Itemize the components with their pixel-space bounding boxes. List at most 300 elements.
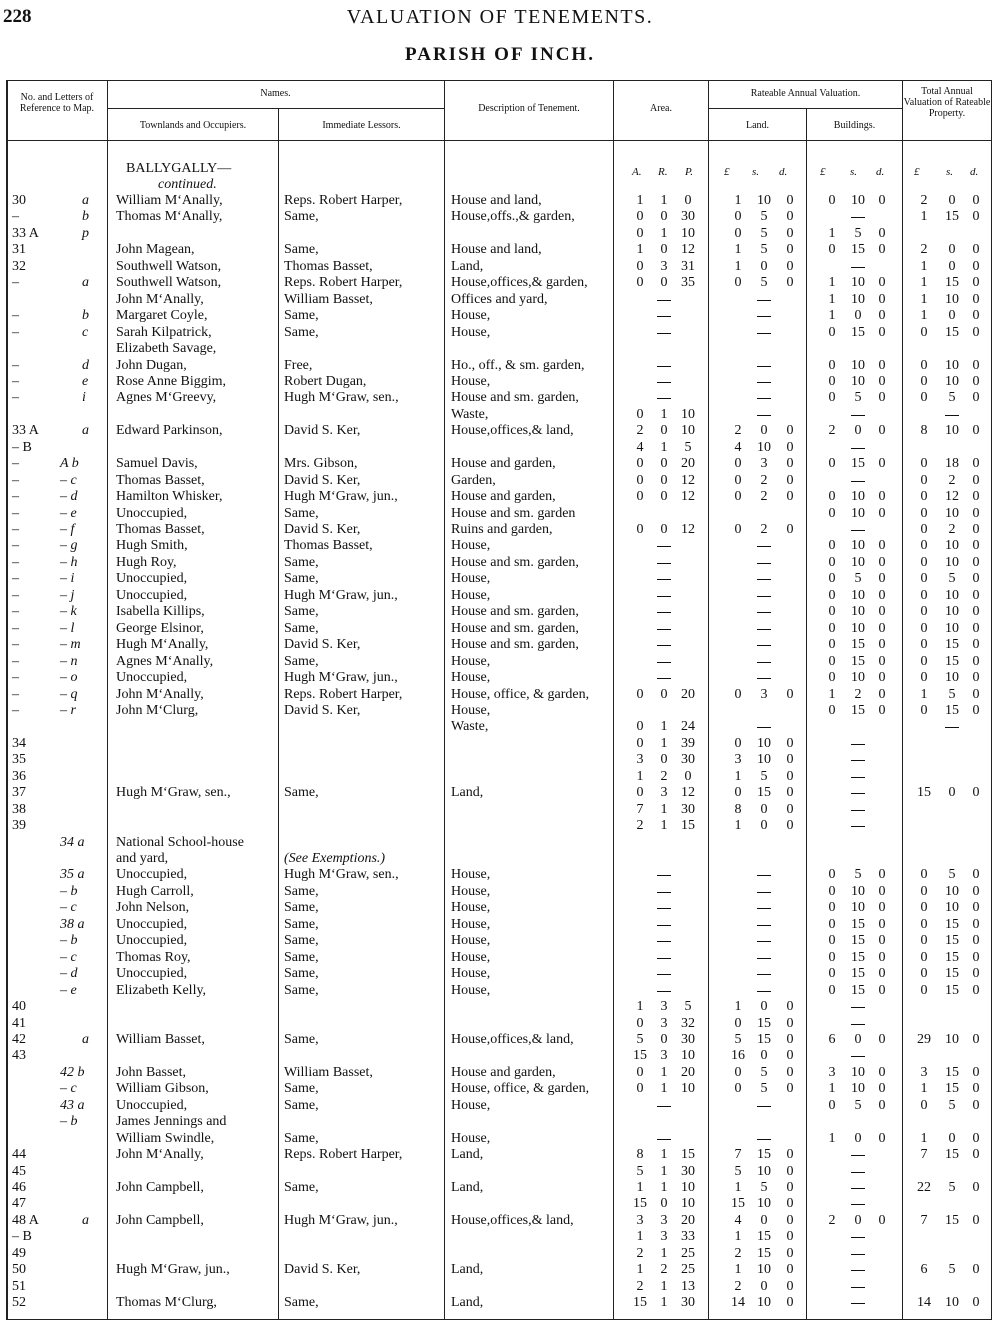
area-value: 25 [681, 1245, 695, 1261]
tenement-description: House,offices,& land, [451, 423, 574, 439]
map-ref-number: – [12, 620, 19, 636]
bld-value: 6 [828, 1031, 836, 1047]
tenement-description: House, [451, 982, 491, 998]
map-ref-letter: A b [60, 456, 79, 472]
land-value: 1 [734, 818, 742, 834]
bld-value: 0 [878, 900, 886, 916]
tot-value: 15 [945, 1147, 959, 1163]
area-value: 1 [660, 1081, 668, 1097]
land-value: 2 [760, 522, 768, 537]
dash-mark [757, 991, 771, 992]
map-ref-number: 33 A [12, 225, 39, 241]
bld-value: 5 [854, 225, 862, 241]
page-title: VALUATION OF TENEMENTS. [346, 6, 654, 28]
bld-value: 0 [828, 949, 836, 965]
dash-mark [657, 300, 671, 301]
tenement-description: House, [451, 933, 491, 949]
tot-value: 0 [920, 357, 928, 373]
occupier-name: Samuel Davis, [116, 456, 198, 472]
land-value: 3 [760, 686, 768, 702]
header-lessors: Immediate Lessors. [322, 120, 401, 131]
map-ref-letter: c [82, 324, 89, 340]
area-value: 3 [660, 1048, 668, 1064]
land-value: 0 [786, 818, 794, 834]
land-value: 0 [786, 1163, 794, 1179]
bld-value: 15 [851, 702, 865, 718]
land-value: 0 [760, 1048, 768, 1064]
bld-value: 0 [878, 604, 886, 620]
tenement-description: House,offs.,& garden, [451, 209, 575, 225]
tot-value: 5 [948, 1097, 956, 1113]
tot-value: 12 [945, 489, 959, 505]
land-value: 0 [734, 785, 742, 801]
occupier-name: John M‘Anally, [116, 1147, 204, 1163]
area-value: 3 [660, 258, 668, 274]
immediate-lessor: Hugh M‘Graw, jun., [284, 489, 398, 505]
map-ref-number: – [12, 357, 19, 373]
divider [613, 80, 614, 1320]
area-value: 13 [681, 1278, 695, 1294]
map-ref-number: – [12, 324, 19, 340]
dash-mark [757, 398, 771, 399]
header-rule [6, 140, 992, 141]
area-value: 12 [681, 242, 695, 258]
area-value: 5 [636, 1163, 644, 1179]
area-value: 25 [681, 1262, 695, 1278]
occupier-name: Unoccupied, [116, 933, 188, 949]
immediate-lessor: Mrs. Gibson, [284, 456, 358, 472]
immediate-lessor: Reps. Robert Harper, [284, 686, 403, 702]
bld-value: 10 [851, 883, 865, 899]
land-value: 5 [760, 209, 768, 225]
map-ref-number: – [12, 653, 19, 669]
occupier-name: Unoccupied, [116, 670, 188, 686]
tenement-description: House, [451, 538, 491, 554]
tot-value: 0 [920, 670, 928, 686]
land-value: 0 [786, 1064, 794, 1080]
area-value: 0 [660, 489, 668, 505]
area-value: 1 [660, 735, 668, 751]
tot-value: 0 [972, 1212, 980, 1228]
occupier-name: Hugh M‘Anally, [116, 637, 209, 653]
map-ref-number: – [12, 373, 19, 389]
bld-value: 1 [828, 1130, 836, 1146]
bld-value: 0 [878, 686, 886, 702]
immediate-lessor: David S. Ker, [284, 423, 361, 439]
tenement-description: Offices and yard, [451, 291, 548, 307]
tot-value: 0 [972, 373, 980, 389]
land-value: 0 [734, 489, 742, 505]
land-value: 15 [757, 1031, 771, 1047]
tot-value: 0 [920, 472, 928, 488]
bld-value: 0 [878, 571, 886, 587]
bld-value: 0 [878, 587, 886, 603]
tot-value: 15 [945, 982, 959, 998]
bld-value: 15 [851, 933, 865, 949]
immediate-lessor: Same, [284, 966, 319, 982]
land-value: 0 [786, 258, 794, 274]
land-value: 0 [786, 999, 794, 1015]
immediate-lessor: Same, [284, 308, 319, 324]
map-ref-letter: – c [60, 949, 77, 965]
money-unit-label: £ [820, 166, 826, 178]
tot-value: 2 [948, 522, 956, 537]
money-unit-label: £ [724, 166, 730, 178]
land-value: 0 [786, 768, 794, 784]
map-ref-number: – [12, 308, 19, 324]
area-value: 5 [684, 439, 692, 455]
tenement-description: House, [451, 867, 491, 883]
area-value: 10 [681, 225, 695, 241]
tot-value: 0 [920, 373, 928, 389]
tot-value: 0 [972, 653, 980, 669]
land-value: 0 [786, 1262, 794, 1278]
bld-value: 0 [828, 637, 836, 653]
bld-value: 2 [828, 423, 836, 439]
immediate-lessor: William Basset, [284, 291, 373, 307]
map-ref-number: – B [12, 439, 32, 455]
tenement-description: Waste, [451, 406, 489, 422]
area-value: 4 [636, 439, 644, 455]
occupier-name: William Swindle, [116, 1130, 215, 1146]
dash-mark [757, 645, 771, 646]
land-value: 10 [757, 752, 771, 768]
map-ref-number: 46 [12, 1180, 26, 1195]
map-ref-number: – [12, 686, 19, 702]
dash-mark [657, 941, 671, 942]
dash-mark [657, 974, 671, 975]
area-value: 0 [636, 406, 644, 422]
tot-value: 10 [945, 670, 959, 686]
area-value: 31 [681, 258, 695, 274]
tenement-description: House, [451, 653, 491, 669]
map-ref-number: 39 [12, 818, 26, 834]
tot-value: 0 [972, 604, 980, 620]
area-value: 20 [681, 686, 695, 702]
occupier-name: Agnes M‘Anally, [116, 653, 214, 669]
tot-value: 0 [948, 193, 956, 208]
dash-mark [657, 333, 671, 334]
tot-value: 0 [972, 1031, 980, 1047]
tenement-description: Land, [451, 1262, 484, 1278]
dash-mark [851, 530, 865, 531]
land-value: 0 [786, 423, 794, 439]
map-ref-number: 33 A [12, 423, 39, 439]
tot-value: 0 [972, 1097, 980, 1113]
dash-mark [757, 579, 771, 580]
bld-value: 0 [878, 390, 886, 406]
bld-value: 0 [828, 587, 836, 603]
tot-value: 0 [920, 324, 928, 340]
tot-value: 15 [945, 966, 959, 982]
bld-value: 10 [851, 357, 865, 373]
bld-value: 0 [878, 637, 886, 653]
map-ref-number: 40 [12, 999, 26, 1015]
map-ref-letter: 34 a [60, 834, 85, 850]
dash-mark [757, 382, 771, 383]
tot-value: 15 [945, 1064, 959, 1080]
tot-value: 0 [972, 456, 980, 472]
occupier-name: John Magean, [116, 242, 195, 258]
land-value: 5 [760, 1064, 768, 1080]
land-value: 5 [734, 1163, 742, 1179]
occupier-name: Southwell Watson, [116, 275, 222, 291]
dash-mark [851, 1007, 865, 1008]
area-value: 0 [636, 735, 644, 751]
area-value: 3 [660, 1229, 668, 1245]
area-value: 12 [681, 785, 695, 801]
map-ref-letter: – q [60, 686, 78, 702]
map-ref-letter: – i [60, 571, 75, 587]
tot-value: 7 [920, 1147, 928, 1163]
tot-value: 0 [972, 949, 980, 965]
immediate-lessor: David S. Ker, [284, 472, 361, 488]
area-value: 10 [681, 423, 695, 439]
bld-value: 0 [828, 982, 836, 998]
map-ref-number: – [12, 637, 19, 653]
land-value: 14 [731, 1295, 745, 1311]
area-value: 1 [660, 225, 668, 241]
bld-value: 0 [878, 1064, 886, 1080]
tot-value: 0 [920, 489, 928, 505]
tenement-description: Garden, [451, 472, 496, 488]
dash-mark [657, 991, 671, 992]
header-townlands: Townlands and Occupiers. [139, 120, 247, 131]
map-ref-number: 30 [12, 193, 26, 208]
dash-mark [757, 563, 771, 564]
immediate-lessor: Same, [284, 785, 319, 801]
occupier-name: John Dugan, [116, 357, 187, 373]
tenement-description: House, [451, 702, 491, 718]
land-value: 0 [786, 801, 794, 817]
area-value: 0 [636, 686, 644, 702]
divider [806, 108, 807, 1320]
land-value: 0 [786, 456, 794, 472]
bld-value: 10 [851, 373, 865, 389]
area-value: 0 [636, 785, 644, 801]
dash-mark [657, 925, 671, 926]
area-value: 3 [660, 1212, 668, 1228]
land-value: 15 [757, 1147, 771, 1163]
immediate-lessor: Hugh M‘Graw, sen., [284, 867, 399, 883]
tot-value: 0 [920, 522, 928, 537]
dash-mark [851, 1254, 865, 1255]
dash-mark [757, 1139, 771, 1140]
occupier-name: Agnes M‘Greevy, [116, 390, 217, 406]
bld-value: 0 [828, 357, 836, 373]
bld-value: 0 [828, 883, 836, 899]
land-value: 0 [734, 1015, 742, 1031]
bld-value: 0 [828, 505, 836, 521]
area-value: 0 [660, 522, 668, 537]
dash-mark [851, 1303, 865, 1304]
tot-value: 0 [972, 1180, 980, 1195]
area-value: 20 [681, 1212, 695, 1228]
area-value: 0 [636, 225, 644, 241]
bld-value: 0 [828, 933, 836, 949]
occupier-name: Unoccupied, [116, 916, 188, 932]
bld-value: 0 [878, 1031, 886, 1047]
land-value: 15 [757, 785, 771, 801]
tot-value: 0 [920, 916, 928, 932]
header-total: Total Annual Valuation of Rateable Property. [903, 86, 991, 119]
dash-mark [757, 958, 771, 959]
tot-value: 0 [972, 489, 980, 505]
tot-value: 0 [920, 933, 928, 949]
tot-value: 0 [972, 571, 980, 587]
tot-value: 15 [945, 702, 959, 718]
land-value: 0 [734, 225, 742, 241]
map-ref-letter: – m [60, 637, 81, 653]
immediate-lessor: Same, [284, 324, 319, 340]
bld-value: 0 [828, 867, 836, 883]
land-value: 0 [786, 1212, 794, 1228]
map-ref-letter: – k [60, 604, 77, 620]
area-value: 0 [636, 1015, 644, 1031]
dash-mark [851, 1204, 865, 1205]
tot-value: 0 [972, 587, 980, 603]
area-value: 0 [660, 1196, 668, 1212]
immediate-lessor: Same, [284, 900, 319, 916]
map-ref-letter: 35 a [60, 867, 85, 883]
land-value: 10 [757, 193, 771, 208]
area-value: 1 [660, 1278, 668, 1294]
area-value: 1 [660, 193, 668, 208]
bld-value: 0 [878, 982, 886, 998]
tot-value: 0 [948, 258, 956, 274]
area-value: 0 [636, 522, 644, 537]
land-value: 0 [760, 1278, 768, 1294]
occupier-name: Margaret Coyle, [116, 308, 208, 324]
tot-value: 10 [945, 423, 959, 439]
map-ref-number: – [12, 670, 19, 686]
area-value: 1 [660, 1163, 668, 1179]
area-value: 1 [660, 1295, 668, 1311]
area-value: 0 [636, 258, 644, 274]
tenement-description: House, [451, 949, 491, 965]
area-value: 10 [681, 1048, 695, 1064]
immediate-lessor: Same, [284, 1081, 319, 1097]
map-ref-letter: b [82, 209, 89, 225]
immediate-lessor: Same, [284, 1031, 319, 1047]
immediate-lessor: David S. Ker, [284, 522, 361, 537]
tot-value: 10 [945, 620, 959, 636]
map-ref-number: – [12, 571, 19, 587]
tot-value: 0 [920, 883, 928, 899]
header-area: Area. [650, 103, 672, 114]
dash-mark [757, 908, 771, 909]
map-ref-number: 47 [12, 1196, 26, 1212]
dash-mark [757, 546, 771, 547]
land-value: 2 [734, 1278, 742, 1294]
tenement-description: House,offices,& land, [451, 1212, 574, 1228]
immediate-lessor: Same, [284, 916, 319, 932]
occupier-name: Unoccupied, [116, 505, 188, 521]
map-ref-number: – [12, 209, 19, 225]
tot-value: 0 [972, 982, 980, 998]
bld-value: 5 [854, 571, 862, 587]
immediate-lessor: Robert Dugan, [284, 373, 367, 389]
bld-value: 15 [851, 653, 865, 669]
land-value: 0 [786, 1196, 794, 1212]
occupier-name: National School-house [116, 834, 244, 850]
occupier-name: Thomas Roy, [116, 949, 191, 965]
tot-value: 8 [920, 423, 928, 439]
dash-mark [757, 892, 771, 893]
area-value: 1 [636, 1180, 644, 1195]
tot-value: 3 [920, 1064, 928, 1080]
bld-value: 10 [851, 1081, 865, 1097]
map-ref-letter: a [82, 423, 89, 439]
bld-value: 0 [878, 308, 886, 324]
land-value: 0 [760, 258, 768, 274]
area-value: 20 [681, 456, 695, 472]
tot-value: 0 [920, 620, 928, 636]
dash-mark [757, 316, 771, 317]
map-ref-letter: – r [60, 702, 76, 718]
area-value: 0 [636, 209, 644, 225]
tenement-description: House,offices,& garden, [451, 275, 588, 291]
land-value: 10 [757, 1295, 771, 1311]
land-value: 0 [786, 209, 794, 225]
bld-value: 1 [828, 225, 836, 241]
tot-value: 0 [972, 900, 980, 916]
tot-value: 0 [972, 670, 980, 686]
dash-mark [851, 826, 865, 827]
area-value: 1 [660, 1180, 668, 1195]
area-value: 3 [660, 999, 668, 1015]
map-ref-letter: – c [60, 1081, 77, 1097]
money-unit-label: £ [914, 166, 920, 178]
bld-value: 0 [854, 1130, 862, 1146]
immediate-lessor: Reps. Robert Harper, [284, 193, 403, 208]
immediate-lessor: Hugh M‘Graw, jun., [284, 670, 398, 686]
bld-value: 10 [851, 620, 865, 636]
area-value: 0 [660, 472, 668, 488]
tot-value: 0 [920, 702, 928, 718]
area-value: 2 [636, 818, 644, 834]
tenement-description: House, [451, 1130, 491, 1146]
dash-mark [851, 217, 865, 218]
tot-value: 0 [972, 702, 980, 718]
tot-value: 0 [920, 966, 928, 982]
land-value: 0 [786, 489, 794, 505]
dash-mark [657, 645, 671, 646]
tot-value: 0 [972, 291, 980, 307]
dash-mark [851, 1056, 865, 1057]
tot-value: 0 [972, 1262, 980, 1278]
map-ref-letter: a [82, 275, 89, 291]
tenement-description: Waste, [451, 719, 489, 735]
land-value: 2 [734, 423, 742, 439]
area-value: 30 [681, 209, 695, 225]
tot-value: 15 [945, 324, 959, 340]
tot-value: 0 [972, 883, 980, 899]
area-value: 0 [684, 193, 692, 208]
tot-value: 0 [972, 522, 980, 537]
tot-value: 0 [972, 242, 980, 258]
tot-value: 10 [945, 505, 959, 521]
tot-value: 0 [972, 258, 980, 274]
tenement-description: House and garden, [451, 489, 556, 505]
immediate-lessor: William Basset, [284, 1064, 373, 1080]
dash-mark [757, 333, 771, 334]
area-value: 30 [681, 801, 695, 817]
immediate-lessor: David S. Ker, [284, 637, 361, 653]
land-value: 0 [786, 1147, 794, 1163]
land-value: 0 [786, 1278, 794, 1294]
tot-value: 0 [920, 554, 928, 570]
